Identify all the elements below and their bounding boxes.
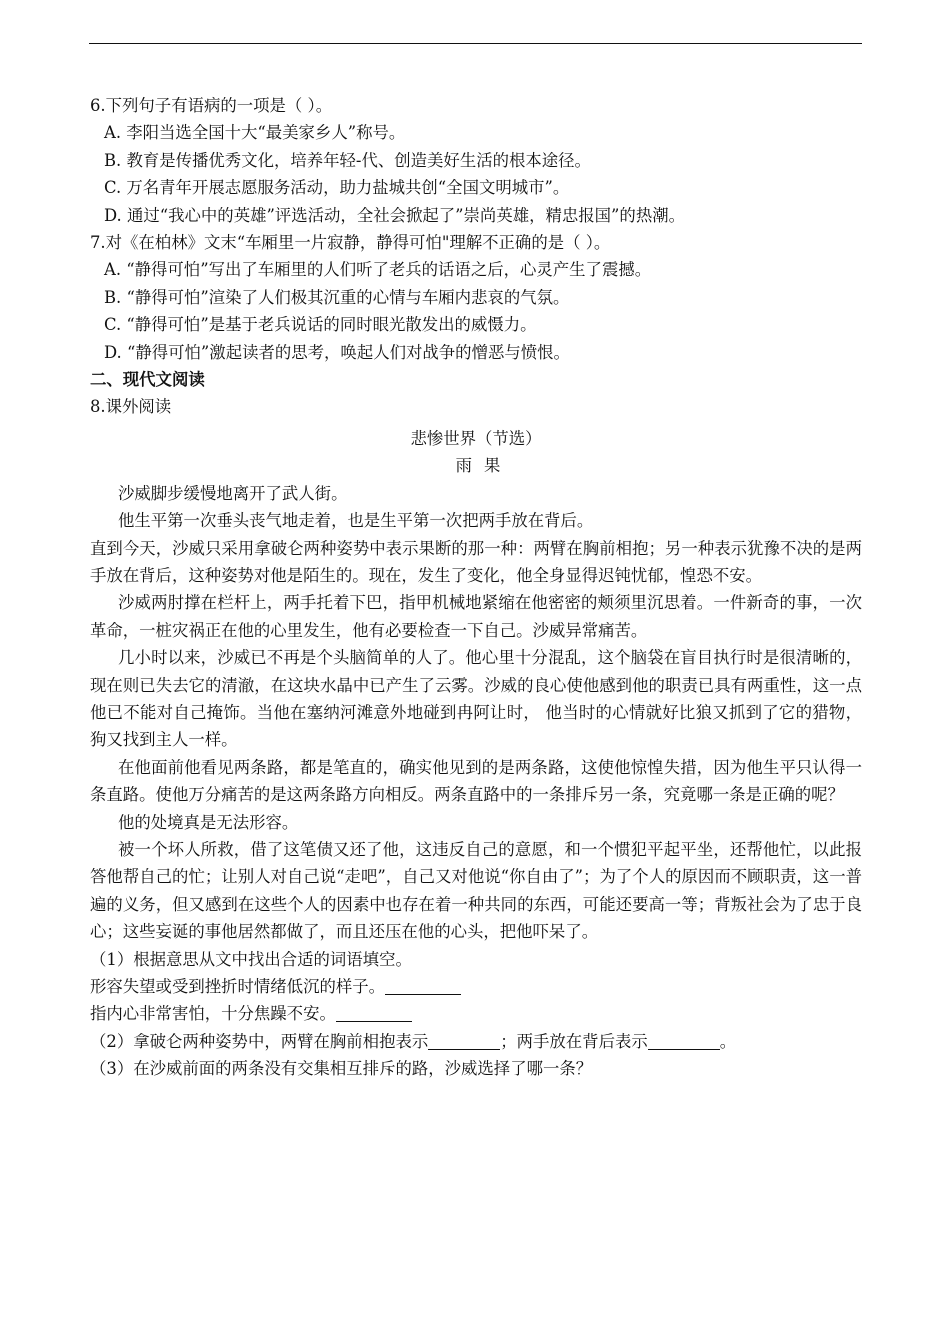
passage-paragraph: 他的处境真是无法形容。 [118, 812, 299, 832]
passage-paragraph: 沙威两肘撑在栏杆上，两手托着下巴，指甲机械地紧缩在他密密的颊须里沉思着。一件新奇的事，一次革命，一桩灾祸正在他的心里发生，他有必要检查一下自己。沙威异常痛苦。 [90, 593, 862, 640]
passage-paragraph: 直到今天，沙威只采用拿破仑两种姿势中表示果断的那一种：两臂在胸前相抱；另一种表示犹豫不决的是两手放在背后，这种姿势对他是陌生的。现在，发生了变化，他全身显得迟钝忧郁，惶恐不安。 [90, 538, 862, 585]
q6-option-a: A. 李阳当选全国十大“最美家乡人”称号。 [104, 123, 406, 143]
subquestion-3: （3）在沙威前面的两条没有交集相互排斥的路，沙威选择了哪一条？ [90, 1059, 593, 1079]
question-8-label: 8.课外阅读 [90, 397, 172, 417]
q6-option-d: D. 通过“我心中的英雄”评选活动，全社会掀起了”崇尚英雄，精忠报国”的热潮。 [104, 205, 685, 225]
subquestion-1: （1）根据意思从文中找出合适的词语填空。 [90, 949, 412, 969]
passage-paragraph: 沙威脚步缓慢地离开了武人街。 [118, 483, 348, 503]
q6-option-b: B. 教育是传播优秀文化，培养年轻-代、创造美好生活的根本途径。 [104, 150, 591, 170]
subquestion-1a-text: 形容失望或受到挫折时情绪低沉的样子。 [90, 977, 386, 996]
q7-option-b: B. “静得可怕”渲染了人们极其沉重的心情与车厢内悲哀的气氛。 [104, 287, 570, 307]
question-7-stem: 7.对《在柏林》文末“车厢里一片寂静，静得可怕"理解不正确的是（ ）。 [90, 233, 611, 253]
subquestion-2-text-a: （2）拿破仑两种姿势中，两臂在胸前相抱表示 [90, 1031, 429, 1051]
q6-option-c: C. 万名青年开展志愿服务活动，助力盐城共创“全国文明城市”。 [104, 178, 570, 198]
subquestion-1b-row [90, 1000, 862, 1027]
subquestion-1b-text: 指内心非常害怕，十分焦躁不安。 [90, 1004, 336, 1024]
document-body [90, 92, 862, 1083]
answer-blank[interactable] [336, 1003, 412, 1022]
answer-blank[interactable] [385, 976, 461, 995]
question-6-stem: 6.下列句子有语病的一项是（ ）。 [90, 96, 333, 115]
passage-author: 雨果 [455, 456, 513, 476]
passage-paragraph: 他生平第一次垂头丧气地走着，也是生平第一次把两手放在背后。 [118, 511, 594, 531]
header-rule [89, 43, 862, 44]
subquestion-2-text-c: 。 [719, 1031, 737, 1051]
passage-title: 悲惨世界（节选） [410, 428, 542, 448]
subquestion-1a-row [90, 973, 862, 1000]
section-heading: 二、现代文阅读 [90, 370, 205, 390]
q7-option-d: D. “静得可怕”激起读者的思考，唤起人们对战争的憎恶与愤恨。 [104, 342, 570, 362]
subquestion-2-text-b: ；两手放在背后表示 [500, 1031, 648, 1051]
passage-paragraph: 在他面前他看见两条路，都是笔直的，确实他见到的是两条路，这使他惊惶失措，因为他生平只认得一条直路。使他万分痛苦的是这两条路方向相反。两条直路中的一条排斥另一条，究竟哪一条是正确的呢？ [90, 757, 862, 805]
subquestion-2-row [90, 1028, 862, 1055]
q7-option-a: A. “静得可怕”写出了车厢里的人们听了老兵的话语之后，心灵产生了震撼。 [104, 260, 652, 280]
answer-blank[interactable] [428, 1031, 500, 1050]
q7-option-c: C. “静得可怕”是基于老兵说话的同时眼光散发出的威慑力。 [104, 315, 537, 335]
passage-paragraph: 几小时以来，沙威已不再是个头脑简单的人了。他心里十分混乱，这个脑袋在盲目执行时是很清晰的，现在则已失去它的清澈，在这块水晶中已产生了云雾。沙威的良心使他感到他的职责已具有两重性，这一点他已不能对自己掩饰。当他在塞纳河滩意外地碰到冉阿让时， 他当时的心情就好比狼又抓到了它的猎物，狗又找到主人一样。 [90, 648, 862, 750]
passage-paragraph: 被一个坏人所救，借了这笔债又还了他，这违反自己的意愿，和一个惯犯平起平坐，还帮他忙，以此报答他帮自己的忙；让别人对自己说“走吧”，自己又对他说“你自由了”；为了个人的原因而不顾职责，这一普遍的义务，但又感到在这些个人的因素中也存在着一种共同的东西，可能还要高一等；背叛社会为了忠于良心；这些妄诞的事他居然都做了，而且还压在他的心头，把他吓呆了。 [90, 839, 862, 942]
answer-blank[interactable] [648, 1031, 720, 1050]
